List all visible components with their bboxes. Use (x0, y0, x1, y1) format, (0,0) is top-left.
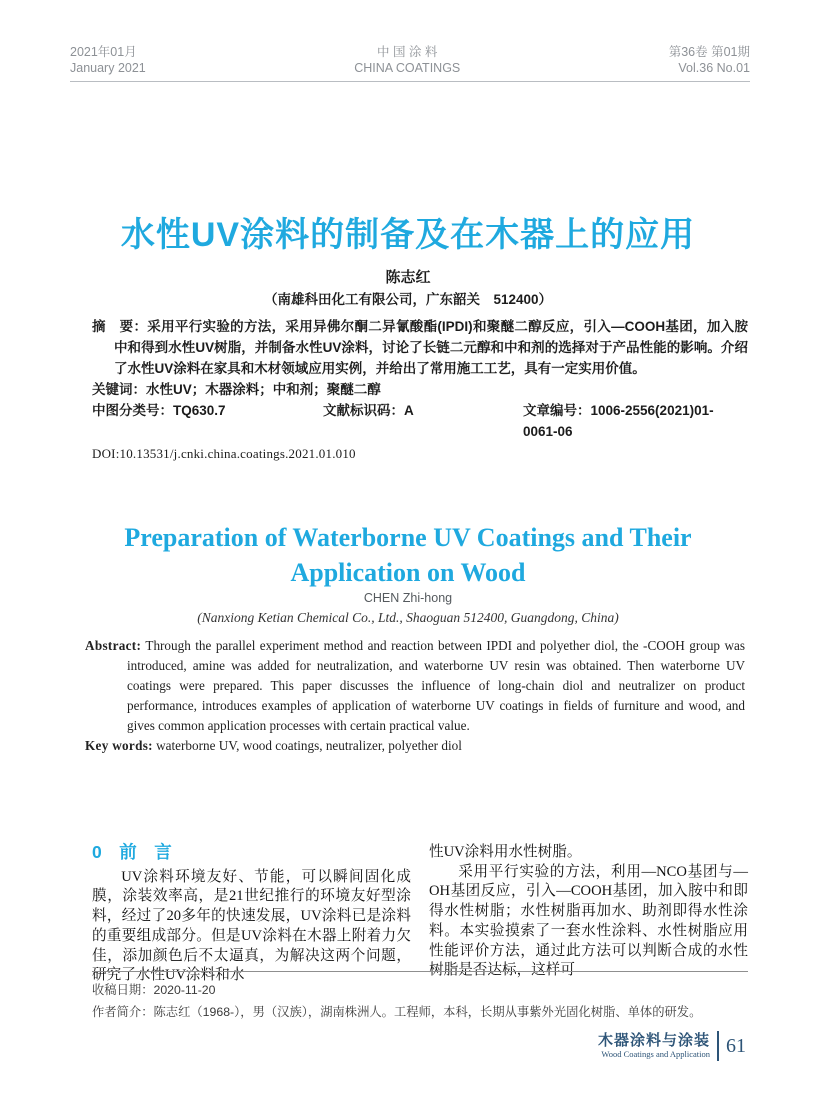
keywords-en-text: waterborne UV, wood coatings, neutralizer, polyether diol (152, 738, 462, 753)
volume-issue-cn: 第36卷 第01期 (668, 45, 750, 59)
chinese-abstract-block (92, 316, 748, 464)
volume-issue-en: Vol.36 No.01 (678, 61, 750, 75)
abstract-cn-label: 摘 要： (92, 319, 148, 334)
article-id: 文章编号：1006-2556(2021)01-0061-06 (523, 403, 714, 439)
clc-number: 中图分类号：TQ630.7 (92, 403, 226, 418)
keywords-en (85, 736, 745, 756)
affiliation-en: (Nanxiong Ketian Chemical Co., Ltd., Shaoguan 512400, Guangdong, China) (197, 610, 619, 625)
author-bio: 作者简介：陈志红（1968-），男（汉族），湖南株洲人。工程师，本科，长期从事紫外光固化树脂、单体的研发。 (92, 1005, 702, 1019)
footnote-block (92, 971, 748, 1023)
running-head-date (70, 44, 146, 76)
running-head-journal (354, 44, 460, 76)
author-name-en: CHEN Zhi-hong (363, 591, 453, 605)
body-column-right (429, 843, 748, 986)
abstract-en-label: Abstract: (85, 638, 142, 653)
author-name-cn: 陈志红 (385, 269, 431, 286)
article-title-cn: 水性UV涂料的制备及在木器上的应用 (120, 216, 696, 254)
abstract-en-text: Through the parallel experiment method and reaction between IPDI and polyether diol, the -COOH group was introduced, amine was added for neutralization, and waterborne UV resin was obtained. Then waterborne UV coatings were prepared. This paper discusses the influence of long-chain diol and neutralizer on product performance, introduces examples of application of waterborne UV coatings in fields of furniture and wood, and gives common application processes with certain practical value. (127, 638, 745, 733)
keywords-en-label: Key words: (85, 738, 153, 753)
received-date: 收稿日期：2020-11-20 (92, 983, 216, 997)
issue-date-cn: 2021年01月 (70, 45, 137, 59)
running-head-issue (669, 44, 750, 76)
section-heading: 0 前 言 (92, 842, 172, 862)
keywords-cn (92, 379, 748, 400)
issue-date-en: January 2021 (70, 61, 146, 75)
footer-column-en: Wood Coatings and Application (601, 1049, 710, 1059)
affiliation-cn: （南雄科田化工有限公司，广东韶关 512400） (263, 292, 553, 307)
body-paragraph: 采用平行实验的方法，利用—NCO基团与—OH基团反应，引入—COOH基团，加入胺中和即得水性树脂；水性树脂再加水、助剂即得水性涂料。本实验摸索了一套水性涂料、水性树脂应用性能评价方法，通过此方法可以判断合成的水性树脂是否达标，这样可 (429, 863, 748, 979)
body-column-left (92, 843, 411, 986)
body-paragraph: UV涂料环境友好、节能，可以瞬间固化成膜，涂装效率高，是21世纪推行的环境友好型涂料，经过了20多年的快速发展，UV涂料已是涂料的重要组成部分。但是UV涂料在木器上附着力欠佳，添加颜色后不太逼真，为解决这两个问题，研究了水性UV涂料和水 (92, 868, 411, 984)
abstract-cn-text: 采用平行实验的方法，采用异佛尔酮二异氰酸酯(IPDI)和聚醚二醇反应，引入—COOH基团，加入胺中和得到水性UV树脂，并制备水性UV涂料，讨论了长链二元醇和中和剂的选择对于产品性能的影响。介绍了水性UV涂料在家具和木材领域应用实例，并给出了常用施工工艺，具有一定实用价值。 (114, 319, 748, 376)
abstract-cn (92, 316, 748, 379)
body-paragraph: 性UV涂料用水性树脂。 (429, 844, 582, 860)
footer-column-title (598, 1032, 717, 1060)
article-meta-row (92, 400, 748, 442)
page-number: 61 (726, 1034, 746, 1057)
document-code: 文献标识码：A (323, 403, 414, 418)
footer-column-cn: 木器涂料与涂装 (597, 1032, 710, 1049)
article-body (92, 843, 748, 986)
journal-name-cn: 中 国 涂 料 (377, 45, 438, 59)
running-head (70, 44, 750, 82)
journal-name-en: CHINA COATINGS (354, 61, 461, 75)
abstract-en (85, 636, 745, 736)
keywords-cn-label: 关键词： (92, 382, 146, 397)
keywords-cn-text: 水性UV；木器涂料；中和剂；聚醚二醇 (146, 382, 381, 397)
english-abstract-block (85, 636, 745, 756)
doi: DOI:10.13531/j.cnki.china.coatings.2021.01.010 (92, 446, 356, 461)
article-title-en-line2: Application on Wood (290, 558, 526, 587)
article-title-en (0, 520, 816, 590)
article-title-en-line1: Preparation of Waterborne UV Coatings and Their (124, 523, 692, 552)
footer-stamp (598, 1031, 746, 1061)
